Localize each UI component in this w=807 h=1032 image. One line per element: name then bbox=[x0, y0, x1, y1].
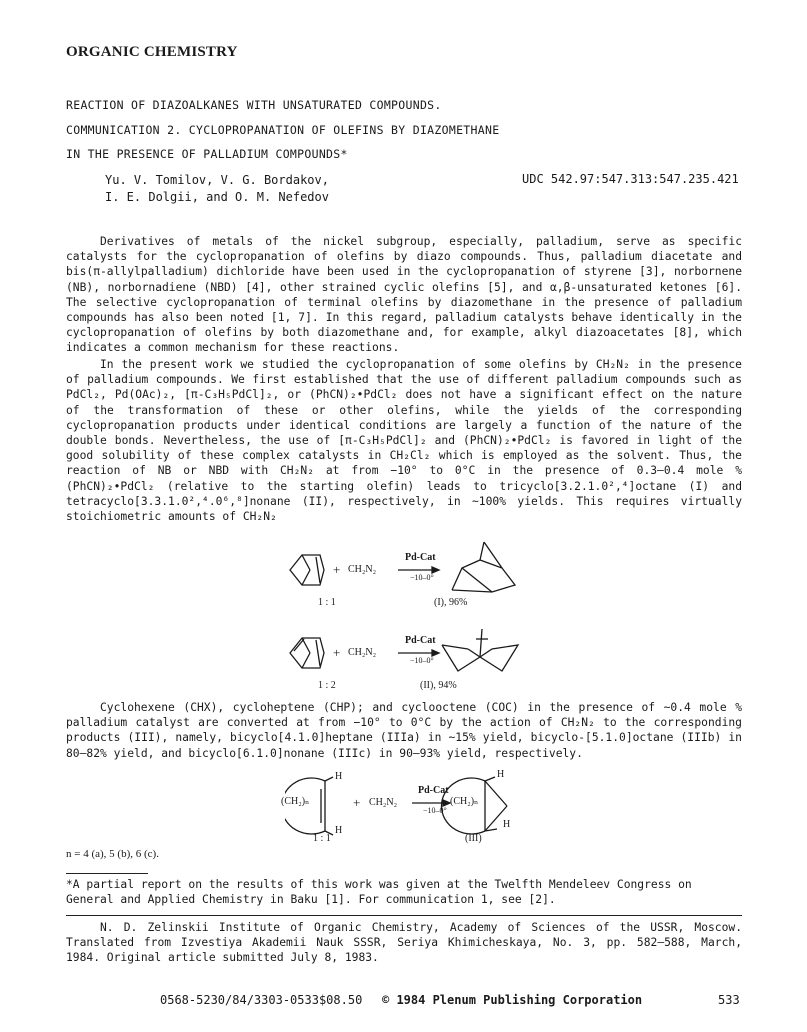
catalyst-3: Pd-Cat bbox=[418, 785, 449, 796]
ratio-2: 1 : 2 bbox=[318, 680, 336, 691]
page-number: 533 bbox=[718, 993, 740, 1007]
paragraph-1: Derivatives of metals of the nickel subgroup, especially, palladium, serve as specific catalysts for the cyclopropanation of olefins by diazo compounds. Thus, palladium diacetate and bis(π-allylpalladium) dichloride have been used in the cyclopropanation of styrene [3], norbornene (NB), norbornadiene (NBD) [4], other strained cyclic olefins [5], and α,β-unsaturated ketones [6]. The selective cyclopropanation of terminal olefins by diazomethane in the presence of palladium compounds has also been noted [1, 7]. In this regard, palladium catalysts behave identically in the cyclopropanation of olefins by both diazomethane and, for example, alkyl diazoacetates [8], which indicates a common mechanism for these reactions. bbox=[66, 235, 742, 355]
temp-2: −10–0° bbox=[410, 656, 434, 665]
paragraph-intro bbox=[66, 234, 742, 356]
paragraph-3: Cyclohexene (CHX), cycloheptene (CHP); and cyclooctene (COC) in the presence of ~0.4 mole % palladium catalyst are converted at from −10° to 0°C by the action of CH₂N₂ to the corresponding products (III), namely, bicyclo[4.1.0]heptane (IIIa) in ~15% yield, bicyclo-[5.1.0]octane (IIIb) in 80–82% yield, and bicyclo[6.1.0]nonane (IIIc) in 90–93% yield, respectively. bbox=[66, 701, 742, 760]
reagent-1: CH₂N₂ bbox=[348, 564, 377, 575]
reagent-3: CH₂N₂ bbox=[369, 797, 398, 808]
ring-label-reactant: (CH₂)ₙ bbox=[281, 796, 310, 807]
product-2: (II), 94% bbox=[420, 680, 457, 691]
footnote: *A partial report on the results of this work was given at the Twelfth Mendeleev Congress on General and Applied Chemistry in Baku [1]. For communication 1, see [2]. bbox=[66, 878, 692, 906]
n-note: n = 4 (a), 5 (b), 6 (c). bbox=[66, 848, 159, 860]
temp-3: −10–0° bbox=[423, 806, 447, 815]
ratio-3: 1 : 1 bbox=[313, 833, 331, 844]
article-title-line-3: IN THE PRESENCE OF PALLADIUM COMPOUNDS* bbox=[66, 147, 348, 161]
product-3: (III) bbox=[465, 833, 482, 844]
paragraph-2: In the present work we studied the cyclopropanation of some olefins by CH₂N₂ in the presence of palladium compounds. We first established that the use of different palladium compounds such as PdCl₂, Pd(OAc)₂, [π-C₃H₅PdCl]₂, or (PhCN)₂•PdCl₂ does not have a significant effect on the nature of the transformation of these or other olefins, while the yields of the corresponding cyclopropanation products under identical conditions are largely a function of the nature of the double bonds. Nevertheless, the use of [π-C₃H₅PdCl]₂ and (PhCN)₂•PdCl₂ is favored in light of the good solubility of these complex catalysts in CH₂Cl₂ which is employed as the solvent. Thus, the reaction of NB or NBD with CH₂N₂ at from −10° to 0°C in the presence of 0.3–0.4 mole % (PhCN)₂•PdCl₂ (relative to the starting olefin) leads to tricyclo[3.2.1.0²,⁴]octane (I) and tetracyclo[3.3.1.0²,⁴.0⁶,⁸]nonane (II), respectively, in ~100% yields. This requires virtually stoichiometric amounts of CH₂N₂ bbox=[66, 358, 742, 524]
reaction-2: + CH₂N₂ Pd-Cat −10–0° 1 : 2 (II), 94% bbox=[280, 623, 520, 693]
article-title-line-1: REACTION OF DIAZOALKANES WITH UNSATURATED COMPOUNDS. bbox=[66, 98, 442, 112]
article-code: 0568-5230/84/3303-0533$08.50 bbox=[160, 993, 363, 1007]
udc-code: UDC 542.97:547.313:547.235.421 bbox=[522, 172, 739, 186]
paragraph-cycloolefins bbox=[66, 700, 742, 761]
reaction-1: + CH₂N₂ Pd-Cat −10–0° 1 : 1 (I), 96% bbox=[280, 540, 520, 610]
ring-label-product: (CH₂)ₙ bbox=[450, 796, 479, 807]
affiliation bbox=[66, 920, 742, 965]
norbornene-ring bbox=[290, 555, 324, 585]
norbornadiene-ring bbox=[290, 638, 324, 668]
authors-line-2: I. E. Dolgii, and O. M. Nefedov bbox=[105, 190, 329, 204]
reaction-2-scheme bbox=[280, 623, 520, 693]
copyright: © 1984 Plenum Publishing Corporation bbox=[382, 993, 643, 1007]
temp-1: −10–0° bbox=[410, 573, 434, 582]
product-1: (I), 96% bbox=[434, 597, 468, 608]
catalyst-2: Pd-Cat bbox=[405, 635, 436, 646]
authors-line-1: Yu. V. Tomilov, V. G. Bordakov, bbox=[105, 173, 329, 187]
article-title-line-2: COMMUNICATION 2. CYCLOPROPANATION OF OLEFINS BY DIAZOMETHANE bbox=[66, 123, 500, 137]
reagent-2: CH₂N₂ bbox=[348, 647, 377, 658]
reaction-3: (CH₂)ₙ H H + CH₂N₂ Pd-Cat −10–0° (CH₂)ₙ H H 1 : 1 (III) bbox=[285, 773, 545, 843]
authors bbox=[105, 172, 329, 206]
affiliation-divider bbox=[66, 915, 742, 916]
reaction-1-scheme bbox=[280, 540, 520, 610]
section-heading: ORGANIC CHEMISTRY bbox=[66, 44, 238, 60]
affiliation-text: N. D. Zelinskii Institute of Organic Chemistry, Academy of Sciences of the USSR, Moscow. Translated from Izvestiya Akademii Nauk SSSR, Seriya Khimicheskaya, No. 3, pp. 582–588, March, 1984. Original article submitted July 8, 1983. bbox=[66, 921, 742, 964]
catalyst-1: Pd-Cat bbox=[405, 552, 436, 563]
paragraph-present-work bbox=[66, 357, 742, 524]
ratio-1: 1 : 1 bbox=[318, 597, 336, 608]
footnote-divider bbox=[66, 873, 148, 874]
